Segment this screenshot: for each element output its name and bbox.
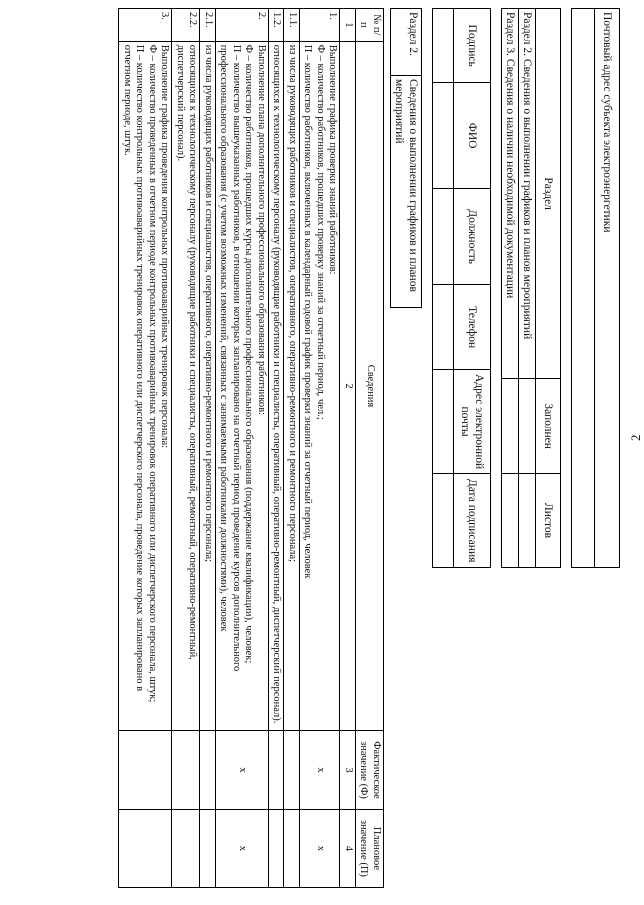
rotated-form	[10, 8, 620, 888]
sign-date-cell	[433, 474, 454, 568]
row-plan	[269, 809, 285, 887]
email-header: Адрес электронной почты	[454, 369, 491, 473]
position-header: Должность	[454, 188, 491, 285]
row-info	[269, 41, 285, 731]
section2-title-table	[390, 8, 422, 308]
row-line: Выполнение плана дополнительного профессионального образования работников:	[256, 44, 267, 415]
row-number: 2.1.	[200, 9, 216, 42]
fact-header: Фактическое значение (Ф)	[356, 731, 384, 810]
row-line: Выполнение графика проверки знаний работников:	[327, 44, 339, 275]
row-line: Ф – количество работников, прошедших курсы дополнительного профессионального образования (поддержание квалификации), человек;	[243, 44, 255, 664]
section2-title: Сведения о выполнении графиков и планов мероприятий	[391, 76, 422, 308]
row-line: Выполнение графика проведения контрольных противоаварийных тренировок персонала:	[159, 44, 171, 449]
signature-header: Подпись	[454, 9, 491, 83]
row-line: Ф – количество работников, прошедших проверку знаний за отчетный период, чел.;	[315, 44, 326, 420]
row-line: П – количество вышеуказанных работников, в отношении которых запланировано на отчетный период проведение курсов дополнительного профессионального образования (с учетом возможных изменений, связанных с занимаемыми работниками должностями), человек	[218, 44, 242, 672]
section-filled	[519, 379, 536, 474]
row-fact: x	[216, 731, 269, 810]
section-filled	[502, 379, 519, 474]
num-header: № п/п	[356, 9, 384, 42]
row-info	[216, 41, 269, 731]
row-number: 1.2.	[269, 9, 285, 42]
row-plan	[172, 809, 200, 887]
row-fact	[284, 731, 300, 810]
row-plan	[200, 809, 216, 887]
row-info	[284, 41, 300, 731]
row-number: 3.	[119, 9, 172, 42]
row-plan	[284, 809, 300, 887]
position-cell	[433, 188, 454, 285]
row-info	[172, 41, 200, 731]
page-number: 2	[628, 434, 643, 441]
fio-cell	[433, 83, 454, 189]
sections-table	[501, 8, 561, 568]
row-line: П – количество работников, включенных в календарный годовой график проверки знаний за отчетный период, человек	[302, 44, 314, 579]
row-plan: x	[216, 809, 269, 887]
row-number: 1.1.	[284, 9, 300, 42]
signature-cell	[433, 9, 454, 83]
fio-header: ФИО	[454, 83, 491, 189]
sign-date-header: Дата подписания	[454, 474, 491, 568]
row-line: относящихся к технологическому персоналу (руководящие работники и специалисты, оперативный, оперативно-ремонтный, диспетчерский персонал).	[271, 44, 283, 724]
phone-header: Телефон	[454, 285, 491, 369]
row-plan: x	[300, 809, 341, 887]
email-cell	[433, 369, 454, 473]
row-plan	[119, 809, 172, 887]
section2-table	[119, 8, 385, 888]
row-line: относящихся к технологическому персоналу (руководящие работники и специалисты, оперативный, ремонтный, оперативно-ремонтный, диспетчерский персонал).	[175, 44, 199, 660]
section-row	[502, 9, 519, 568]
row-line: П – количество контрольных противоаварийных тренировок оперативного или диспетчерского персонала, проведение которых запланировано в отчетном периоде, штук.	[122, 44, 146, 692]
address-value-cell	[572, 9, 595, 568]
row-number: 1.	[300, 9, 341, 42]
row-line: из числа руководящих работников и специалистов, оперативного, оперативно-ремонтного и ремонтного персонала;	[203, 44, 214, 563]
row-fact	[200, 731, 216, 810]
row-fact	[172, 731, 200, 810]
row-fact	[269, 731, 285, 810]
row-line: из числа руководящих работников и специалистов, оперативного, оперативно-ремонтного и ремонтного персонала;	[287, 44, 298, 563]
section-sheets	[502, 473, 519, 567]
row-fact: x	[300, 731, 341, 810]
col-number: 1	[340, 9, 356, 42]
address-table	[571, 8, 620, 568]
phone-cell	[433, 285, 454, 369]
row-info	[300, 41, 341, 731]
table-row	[119, 9, 172, 888]
row-number: 2.	[216, 9, 269, 42]
table-row	[300, 9, 341, 888]
table-row	[172, 9, 200, 888]
address-label: Почтовый адрес субъекта электроэнергетики	[595, 9, 620, 568]
table-row	[216, 9, 269, 888]
row-info	[200, 41, 216, 731]
table-row	[200, 9, 216, 888]
col-number: 2	[340, 41, 356, 731]
filled-header: Заполнен	[536, 379, 561, 474]
row-fact	[119, 731, 172, 810]
info-header: Сведения	[356, 41, 384, 731]
col-number: 3	[340, 731, 356, 810]
sheets-header: Листов	[536, 473, 561, 567]
section2-label: Раздел 2.	[391, 9, 422, 76]
section-row	[519, 9, 536, 568]
row-line: Ф – количество проведенных в отчетном периоде контрольных противоаварийных тренировок оперативного или диспетчерского персонала, штук;	[147, 44, 158, 703]
col-number: 4	[340, 809, 356, 887]
section-header: Раздел	[536, 9, 561, 379]
row-info	[119, 41, 172, 731]
section-name: Раздел 2. Сведения о выполнении графиков и планов мероприятий	[519, 9, 536, 379]
signers-table	[432, 8, 491, 568]
table-row	[284, 9, 300, 888]
row-number: 2.2.	[172, 9, 200, 42]
section-sheets	[519, 473, 536, 567]
section-name: Раздел 3. Сведения о наличии необходимой документации	[502, 9, 519, 379]
plan-header: Плановое значение (П)	[356, 809, 384, 887]
table-row	[269, 9, 285, 888]
